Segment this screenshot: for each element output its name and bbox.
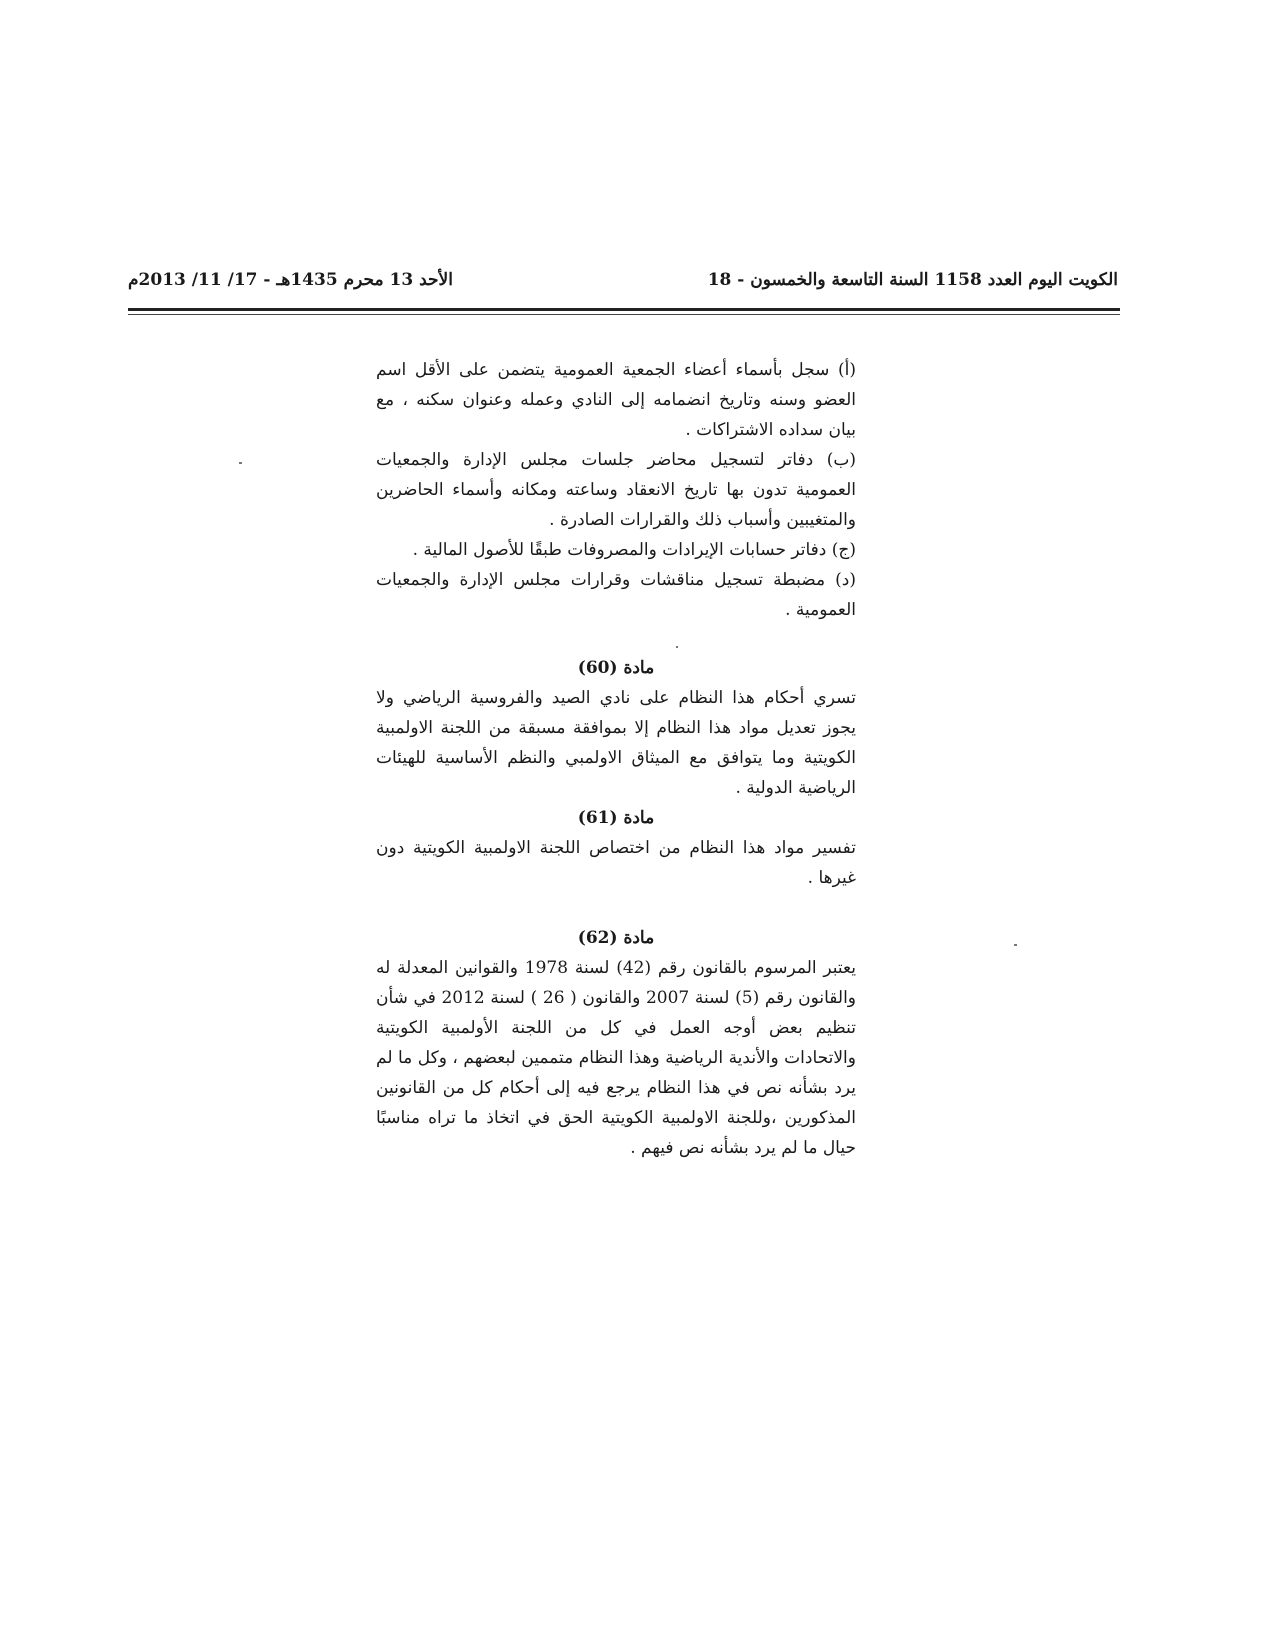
spacer [376,625,856,653]
article-62-text: يعتبر المرسوم بالقانون رقم (42) لسنة 1978 والقوانين المعدلة له والقانون رقم (5) لسنة 2007 والقانون ( 26 ) لسنة 2012 في شأن تنظيم بعض أوجه العمل في كل من اللجنة الأولمبية الكويتية والاتحادات والأندية الرياضية وهذا النظام متممين لبعضهم ، وكل ما لم يرد بشأنه نص في هذا النظام يرجع فيه إلى أحكام كل من القانونين المذكورين ،وللجنة الاولمبية الكويتية الحق في اتخاذ ما تراه مناسبًا حيال ما لم يرد بشأنه نص فيهم . [376,958,857,1158]
scan-speck [676,646,678,648]
article-62-title: مادة (62) [577,928,655,948]
article-60-title: مادة (60) [577,658,655,678]
list-item-d: (د) مضبطة تسجيل مناقشات وقرارات مجلس الإدارة والجمعيات العمومية . [376,570,856,620]
header-issue-info: الكويت اليوم العدد 1158 السنة التاسعة والخمسون - 18 [707,270,1118,290]
list-item-a: (أ) سجل بأسماء أعضاء الجمعية العمومية يتضمن على الأقل اسم العضو وسنه وتاريخ انضمامه إلى النادي وعمله وعنوان سكنه ، مع بيان سداده الاشتراكات . [376,360,856,440]
spacer [376,893,856,923]
header-date: الأحد 13 محرم 1435هـ - 17/ 11/ 2013م [128,270,453,290]
document-body [376,355,856,1163]
page-header [128,268,1118,302]
article-61-title: مادة (61) [577,808,655,828]
article-61-text: تفسير مواد هذا النظام من اختصاص اللجنة الاولمبية الكويتية دون غيرها . [376,838,856,888]
scan-speck [239,462,242,464]
header-rule-thick [128,308,1120,311]
header-rule-thin [128,314,1120,315]
list-item-b: (ب) دفاتر لتسجيل محاضر جلسات مجلس الإدارة والجمعيات العمومية تدون بها تاريخ الانعقاد وساعته ومكانه وأسماء الحاضرين والمتغيبين وأسباب ذلك والقرارات الصادرة . [376,450,856,530]
scan-speck [1014,944,1017,946]
article-60-text: تسري أحكام هذا النظام على نادي الصيد والفروسية الرياضي ولا يجوز تعديل مواد هذا النظام إلا بموافقة مسبقة من اللجنة الاولمبية الكويتية وما يتوافق مع الميثاق الاولمبي والنظم الأساسية للهيئات الرياضية الدولية . [376,688,856,798]
list-item-c: (ج) دفاتر حسابات الإيرادات والمصروفات طبقًا للأصول المالية . [412,540,856,560]
